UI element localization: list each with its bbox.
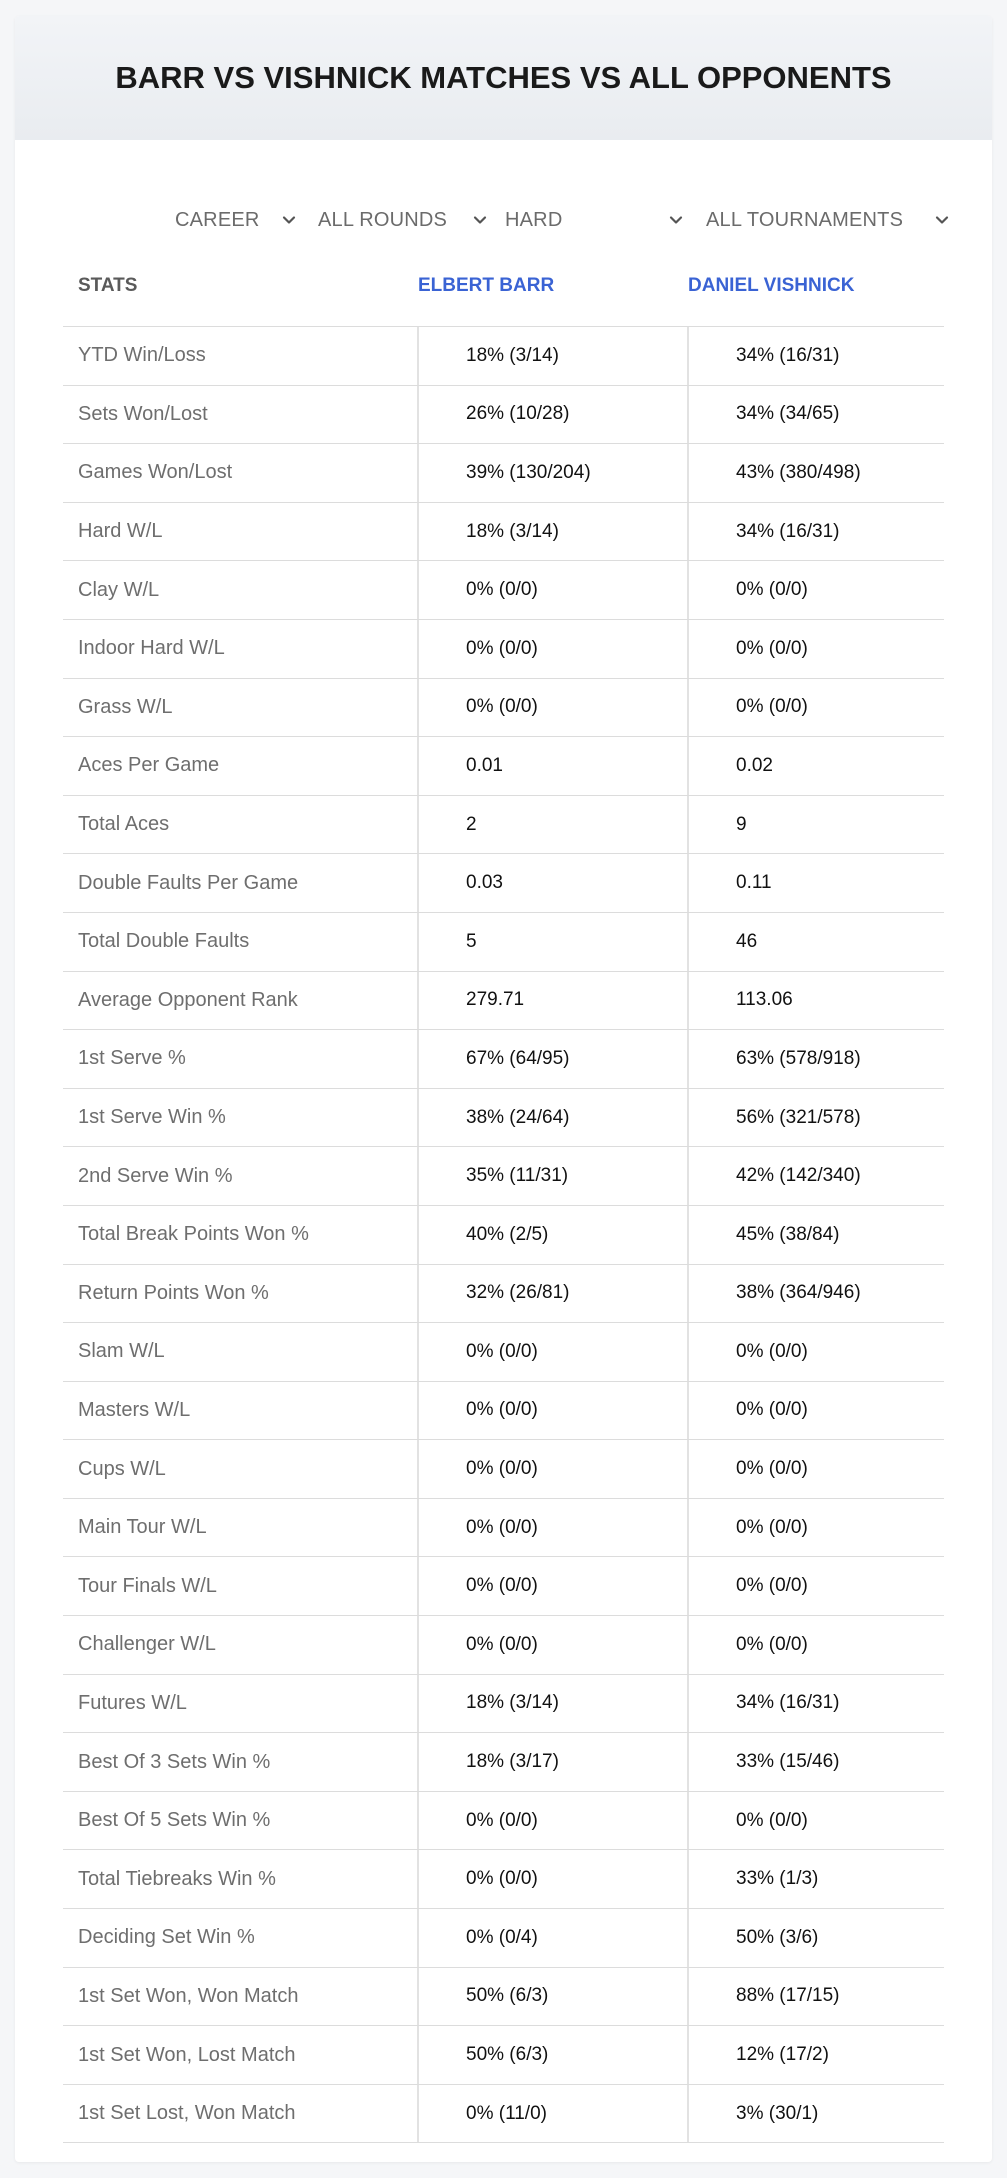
player2-stat-value: 0% (0/0) <box>736 1633 808 1655</box>
table-row <box>63 386 944 445</box>
player1-stat-value: 0.03 <box>466 872 503 894</box>
player2-stat-value: 0% (0/0) <box>736 1458 808 1480</box>
table-row <box>63 679 944 738</box>
player1-stat-value: 38% (24/64) <box>466 1106 570 1128</box>
player2-column-header[interactable]: DANIEL VISHNICK <box>688 275 855 296</box>
table-row <box>63 1557 944 1616</box>
player2-stat-value: 113.06 <box>736 989 793 1011</box>
player2-stat-value: 0% (0/0) <box>736 579 808 601</box>
stat-name: 1st Serve % <box>78 1047 186 1070</box>
player1-stat-value: 39% (130/204) <box>466 461 591 483</box>
player2-stat-value: 45% (38/84) <box>736 1223 840 1245</box>
stat-name: 1st Set Won, Won Match <box>78 1984 299 2007</box>
player1-stat-value: 0% (0/0) <box>466 579 538 601</box>
tournaments-dropdown-label: ALL TOURNAMENTS <box>706 208 904 231</box>
table-row <box>63 1909 944 1968</box>
chevron-down-icon <box>668 212 684 228</box>
player1-stat-value: 0% (0/0) <box>466 637 538 659</box>
player1-stat-value: 0% (0/0) <box>466 1809 538 1831</box>
player1-stat-value: 0% (0/0) <box>466 1575 538 1597</box>
player1-stat-value: 50% (6/3) <box>466 1985 549 2007</box>
player1-stat-value: 0% (0/0) <box>466 1340 538 1362</box>
stat-name: Main Tour W/L <box>78 1516 207 1539</box>
table-row <box>63 1850 944 1909</box>
stat-name: Aces Per Game <box>78 754 220 777</box>
table-row <box>63 737 944 796</box>
table-row <box>63 913 944 972</box>
player1-stat-value: 0% (0/0) <box>466 1633 538 1655</box>
player2-stat-value: 88% (17/15) <box>736 1985 840 2007</box>
rounds-dropdown[interactable] <box>318 200 488 240</box>
player2-stat-value: 0% (0/0) <box>736 1516 808 1538</box>
table-row <box>63 854 944 913</box>
stat-name: Masters W/L <box>78 1398 191 1421</box>
table-row <box>63 796 944 855</box>
chevron-down-icon <box>472 212 488 228</box>
player1-stat-value: 0% (11/0) <box>466 2102 547 2124</box>
table-row <box>63 1616 944 1675</box>
player2-stat-value: 34% (16/31) <box>736 520 840 542</box>
stat-name: Futures W/L <box>78 1691 187 1714</box>
player2-stat-value: 50% (3/6) <box>736 1926 819 1948</box>
player2-stat-value: 56% (321/578) <box>736 1106 861 1128</box>
player2-stat-value: 0% (0/0) <box>736 1575 808 1597</box>
stat-name: Tour Finals W/L <box>78 1574 217 1597</box>
player2-stat-value: 34% (34/65) <box>736 403 840 425</box>
stat-name: Cups W/L <box>78 1457 166 1480</box>
table-header <box>63 261 944 327</box>
stat-name: Grass W/L <box>78 695 173 718</box>
player1-stat-value: 35% (11/31) <box>466 1165 569 1187</box>
table-row <box>63 2085 944 2144</box>
player1-stat-value: 40% (2/5) <box>466 1223 549 1245</box>
table-row <box>63 1499 944 1558</box>
player1-stat-value: 0.01 <box>466 754 503 776</box>
player2-stat-value: 63% (578/918) <box>736 1047 861 1069</box>
tournaments-dropdown[interactable] <box>706 200 950 240</box>
player1-stat-value: 0% (0/0) <box>466 1516 538 1538</box>
surface-dropdown[interactable] <box>505 200 684 240</box>
table-row <box>63 444 944 503</box>
stat-name: Sets Won/Lost <box>78 402 208 425</box>
stats-column-header: STATS <box>78 275 138 296</box>
stat-name: Total Aces <box>78 813 170 836</box>
career-dropdown-label: CAREER <box>175 208 260 231</box>
player2-stat-value: 9 <box>736 813 747 835</box>
player2-stat-value: 46 <box>736 930 758 952</box>
player1-stat-value: 0% (0/0) <box>466 1458 538 1480</box>
player1-column-header[interactable]: ELBERT BARR <box>418 275 555 296</box>
player2-stat-value: 12% (17/2) <box>736 2044 829 2066</box>
player2-stat-value: 0% (0/0) <box>736 1809 808 1831</box>
stat-name: Average Opponent Rank <box>78 988 298 1011</box>
player1-stat-value: 26% (10/28) <box>466 403 570 425</box>
stat-name: Double Faults Per Game <box>78 871 299 894</box>
stat-name: Challenger W/L <box>78 1633 216 1656</box>
surface-dropdown-label: HARD <box>505 208 563 231</box>
chevron-down-icon <box>934 212 950 228</box>
table-row <box>63 561 944 620</box>
table-row <box>63 503 944 562</box>
player1-stat-value: 18% (3/17) <box>466 1751 559 1773</box>
player2-stat-value: 0.11 <box>736 872 772 894</box>
player1-stat-value: 18% (3/14) <box>466 344 559 366</box>
stat-name: Games Won/Lost <box>78 461 233 484</box>
table-row <box>63 2026 944 2085</box>
stat-name: Hard W/L <box>78 520 163 543</box>
table-row <box>63 1147 944 1206</box>
table-row <box>63 1265 944 1324</box>
player2-stat-value: 3% (30/1) <box>736 2102 819 2124</box>
player1-stat-value: 279.71 <box>466 989 525 1011</box>
table-row <box>63 327 944 386</box>
stat-name: Slam W/L <box>78 1340 165 1363</box>
player2-stat-value: 42% (142/340) <box>736 1165 861 1187</box>
player1-stat-value: 18% (3/14) <box>466 520 559 542</box>
table-row <box>63 1382 944 1441</box>
player1-stat-value: 32% (26/81) <box>466 1282 570 1304</box>
stat-name: 2nd Serve Win % <box>78 1164 233 1187</box>
player2-stat-value: 33% (1/3) <box>736 1868 819 1890</box>
player1-stat-value: 0% (0/0) <box>466 696 538 718</box>
table-row <box>63 1440 944 1499</box>
career-dropdown[interactable] <box>175 200 297 240</box>
card-header <box>15 16 992 140</box>
player1-stat-value: 0% (0/4) <box>466 1926 538 1948</box>
table-row <box>63 1675 944 1734</box>
player2-stat-value: 34% (16/31) <box>736 1692 840 1714</box>
stat-name: 1st Serve Win % <box>78 1106 226 1129</box>
player2-stat-value: 33% (15/46) <box>736 1751 840 1773</box>
table-row <box>63 1733 944 1792</box>
player1-stat-value: 50% (6/3) <box>466 2044 549 2066</box>
stat-name: Best Of 5 Sets Win % <box>78 1809 271 1832</box>
stat-name: 1st Set Won, Lost Match <box>78 2043 296 2066</box>
stats-table-body <box>63 327 944 2143</box>
player2-stat-value: 38% (364/946) <box>736 1282 861 1304</box>
stat-name: Best Of 3 Sets Win % <box>78 1750 271 1773</box>
stat-name: Indoor Hard W/L <box>78 637 225 660</box>
stat-name: 1st Set Lost, Won Match <box>78 2102 296 2125</box>
player2-stat-value: 0.02 <box>736 754 773 776</box>
table-row <box>63 1206 944 1265</box>
stat-name: Clay W/L <box>78 578 160 601</box>
player2-stat-value: 43% (380/498) <box>736 461 861 483</box>
player1-stat-value: 67% (64/95) <box>466 1047 570 1069</box>
player2-stat-value: 0% (0/0) <box>736 637 808 659</box>
rounds-dropdown-label: ALL ROUNDS <box>318 208 448 231</box>
stat-name: Total Double Faults <box>78 930 250 953</box>
filter-bar <box>15 200 992 240</box>
table-row <box>63 620 944 679</box>
stat-name: Total Break Points Won % <box>78 1223 309 1246</box>
stats-card <box>15 16 992 2162</box>
player1-stat-value: 5 <box>466 930 477 952</box>
stat-name: Total Tiebreaks Win % <box>78 1867 276 1890</box>
table-row <box>63 1089 944 1148</box>
page-title: BARR VS VISHNICK MATCHES VS ALL OPPONENTS <box>115 60 892 95</box>
player2-stat-value: 34% (16/31) <box>736 344 840 366</box>
stat-name: Deciding Set Win % <box>78 1926 255 1949</box>
player1-stat-value: 2 <box>466 813 477 835</box>
chevron-down-icon <box>281 212 297 228</box>
player1-stat-value: 0% (0/0) <box>466 1868 538 1890</box>
table-row <box>63 972 944 1031</box>
player2-stat-value: 0% (0/0) <box>736 1399 808 1421</box>
player2-stat-value: 0% (0/0) <box>736 1340 808 1362</box>
player1-stat-value: 0% (0/0) <box>466 1399 538 1421</box>
table-row <box>63 1030 944 1089</box>
table-row <box>63 1968 944 2027</box>
stat-name: YTD Win/Loss <box>78 344 206 367</box>
player2-stat-value: 0% (0/0) <box>736 696 808 718</box>
stat-name: Return Points Won % <box>78 1281 269 1304</box>
table-row <box>63 1792 944 1851</box>
table-row <box>63 1323 944 1382</box>
player1-stat-value: 18% (3/14) <box>466 1692 559 1714</box>
